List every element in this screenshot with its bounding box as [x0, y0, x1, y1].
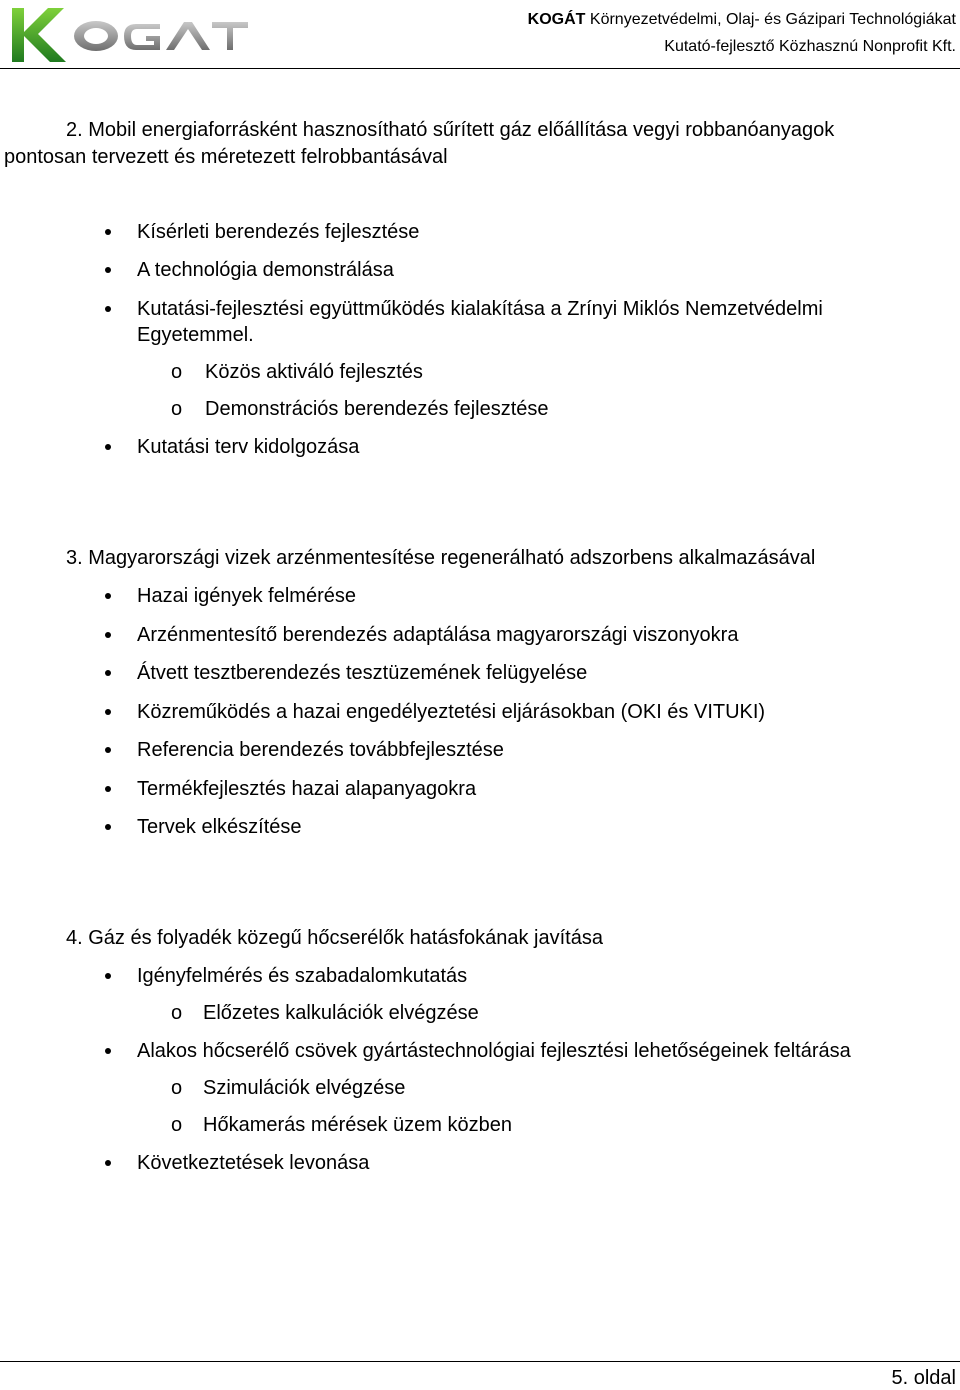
- header-org-name: KOGÁT: [527, 11, 586, 28]
- bullet-icon: [105, 973, 111, 979]
- list-item: Referencia berendezés továbbfejlesztése: [137, 739, 504, 761]
- header-divider: [0, 68, 960, 69]
- bullet-icon: [105, 306, 111, 312]
- list-item: Kutatási-fejlesztési együttműködés kialakítása a Zrínyi Miklós Nemzetvédelmi: [137, 298, 823, 320]
- list-item: Arzénmentesítő berendezés adaptálása magyarországi viszonyokra: [137, 624, 739, 646]
- sub-bullet-icon: o: [171, 361, 183, 383]
- list-item: Igényfelmérés és szabadalomkutatás: [137, 965, 468, 987]
- list-item: Alakos hőcserélő csövek gyártástechnológiai fejlesztési lehetőségeinek feltárása: [137, 1040, 851, 1062]
- list-item: Következtetések levonása: [137, 1152, 370, 1174]
- bullet-icon: [105, 709, 111, 715]
- header-org-line2: Kutató-fejlesztő Közhasznú Nonprofit Kft.: [664, 38, 956, 55]
- list-item-continuation: Egyetemmel.: [137, 324, 254, 346]
- sub-list-item: Demonstrációs berendezés fejlesztése: [205, 398, 549, 420]
- header-org-description: Környezetvédelmi, Olaj- és Gázipari Technológiákat: [589, 11, 956, 28]
- section4-title: 4. Gáz és folyadék közegű hőcserélők hatásfokának javítása: [66, 927, 603, 949]
- list-item: Átvett tesztberendezés tesztüzemének felügyelése: [137, 662, 588, 684]
- section2-title-line1: 2. Mobil energiaforrásként hasznosítható sűrített gáz előállítása vegyi robbanóanyagok: [66, 119, 835, 141]
- bullet-icon: [105, 593, 111, 599]
- bullet-icon: [105, 670, 111, 676]
- sub-list-item: Előzetes kalkulációk elvégzése: [203, 1002, 479, 1024]
- list-item: A technológia demonstrálása: [137, 259, 394, 281]
- sub-bullet-icon: o: [171, 1077, 183, 1099]
- header-org-line1: [528, 10, 956, 30]
- bullet-icon: [105, 747, 111, 753]
- bullet-icon: [105, 786, 111, 792]
- list-item: Közreműködés a hazai engedélyeztetési eljárásokban (OKI és VITUKI): [137, 701, 766, 723]
- sub-list-item: Közös aktiváló fejlesztés: [205, 361, 423, 383]
- bullet-icon: [105, 1048, 111, 1054]
- sub-bullet-icon: o: [171, 1114, 183, 1136]
- kogat-logo: [8, 2, 248, 66]
- footer-divider: [0, 1361, 960, 1362]
- sub-bullet-icon: o: [171, 398, 183, 420]
- page-header: [0, 0, 960, 70]
- bullet-icon: [105, 267, 111, 273]
- list-item: Kísérleti berendezés fejlesztése: [137, 221, 420, 243]
- list-item: Tervek elkészítése: [137, 816, 302, 838]
- bullet-icon: [105, 632, 111, 638]
- bullet-icon: [105, 444, 111, 450]
- header-organization: [528, 10, 956, 57]
- section2-title-line2: pontosan tervezett és méretezett felrobbantásával: [4, 146, 448, 168]
- list-item: Hazai igények felmérése: [137, 585, 356, 607]
- section3-title: 3. Magyarországi vizek arzénmentesítése regenerálható adszorbens alkalmazásával: [66, 547, 816, 569]
- list-item: Termékfejlesztés hazai alapanyagokra: [137, 778, 477, 800]
- page-number: 5. oldal: [891, 1367, 956, 1389]
- list-item: Kutatási terv kidolgozása: [137, 436, 360, 458]
- bullet-icon: [105, 229, 111, 235]
- sub-list-item: Szimulációk elvégzése: [203, 1077, 406, 1099]
- sub-list-item: Hőkamerás mérések üzem közben: [203, 1114, 513, 1136]
- bullet-icon: [105, 1160, 111, 1166]
- bullet-icon: [105, 824, 111, 830]
- sub-bullet-icon: o: [171, 1002, 183, 1024]
